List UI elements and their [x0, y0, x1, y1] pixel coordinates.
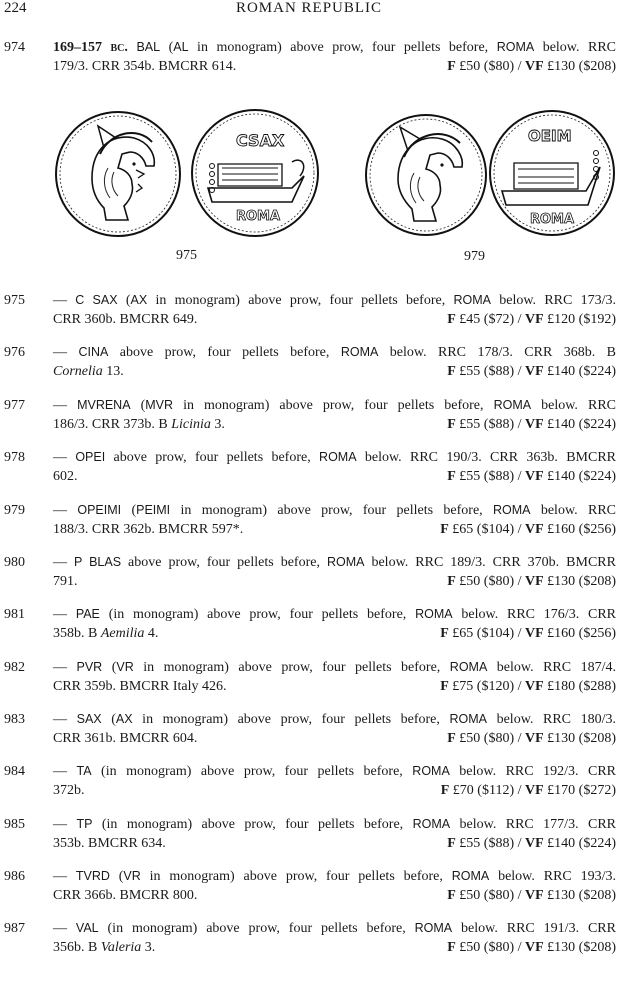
- entry-text-segment: above prow, four pellets before,: [108, 345, 341, 360]
- legend-text: TVRD: [75, 869, 110, 883]
- legend-text: VR: [123, 869, 141, 883]
- entry-line-1: [53, 448, 616, 467]
- entry-text-segment: in monogram) above prow, four pellets before,: [140, 869, 452, 884]
- entry-price: [447, 415, 616, 434]
- legend-text: AL: [173, 40, 189, 54]
- entry-line-1: [53, 553, 616, 572]
- entry-text-segment: —: [53, 764, 77, 779]
- entry-number: 982: [4, 660, 25, 675]
- entry-text-segment: below. RRC 180/3.: [487, 712, 617, 727]
- entry-number: 984: [4, 764, 25, 779]
- entry-references: [53, 938, 155, 957]
- entry-line-2: [53, 467, 616, 486]
- entry-description: [53, 867, 616, 905]
- legend-text: AX: [115, 712, 133, 726]
- entry-text-segment: —: [53, 712, 77, 727]
- entry-text-segment: in monogram) above prow, four pellets before,: [188, 40, 497, 55]
- entry-text-segment: in monogram) above prow, four pellets before,: [170, 503, 493, 518]
- price-fine: £55 ($88) /: [455, 469, 525, 484]
- price-very-fine: £180 ($288): [543, 679, 616, 694]
- entry-line-1: [53, 867, 616, 886]
- entry-number: 979: [4, 503, 25, 518]
- figure-caption-975: 975: [176, 248, 197, 263]
- entry-references: 353b. BMCRR 634.: [53, 836, 166, 851]
- legend-text: SAX: [76, 712, 102, 726]
- coin-975-obverse: [52, 108, 184, 240]
- entry-text-segment: 169–157: [53, 40, 102, 55]
- figure-caption-979: 979: [464, 249, 485, 264]
- entry-number: 978: [4, 450, 25, 465]
- entry-line-1: [53, 501, 616, 520]
- price-fine: £65 ($104) /: [448, 522, 525, 537]
- legend-text: ROMA: [453, 293, 491, 307]
- price-very-fine: £130 ($208): [543, 731, 616, 746]
- entry-text-segment: below. RRC 190/3. CRR 363b. BMCRR: [356, 450, 616, 465]
- legend-text: ROMA: [340, 345, 379, 359]
- entry-text-segment: below. RRC 193/3.: [489, 869, 616, 884]
- entry-description: [53, 38, 616, 76]
- entry-description: [53, 291, 616, 329]
- entry-text-segment: below. RRC: [531, 398, 616, 413]
- entry-references: 602.: [53, 469, 78, 484]
- legend-text: ROMA: [412, 764, 450, 778]
- entry-description: [53, 501, 616, 539]
- legend-text: AX: [130, 293, 148, 307]
- grade-label-f: F: [447, 59, 456, 74]
- entry-line-2: [53, 572, 616, 591]
- entry-line-2: [53, 624, 616, 643]
- entry-text-segment: in monogram) above prow, four pellets before,: [133, 660, 450, 675]
- price-very-fine: £130 ($208): [543, 888, 616, 903]
- entry-line-2: [53, 938, 616, 957]
- grade-label-vf: VF: [525, 574, 544, 589]
- entry-line-1: [53, 658, 616, 677]
- legend-text: OPEI: [75, 450, 106, 464]
- entry-text-segment: below. RRC 178/3. CRR 368b. B: [378, 345, 616, 360]
- price-very-fine: £160 ($256): [543, 626, 616, 641]
- coin-979-legend-top: OEIM: [528, 127, 572, 145]
- price-fine: £50 ($80) /: [455, 59, 525, 74]
- entry-description: [53, 762, 616, 800]
- entry-line-2: [53, 729, 616, 748]
- grade-label-f: F: [447, 940, 456, 955]
- legend-text: ROMA: [449, 660, 488, 674]
- entry-description: [53, 658, 616, 696]
- entry-line-1: [53, 396, 616, 415]
- entry-description: [53, 919, 616, 957]
- entry-text-segment: 186/3. CRR 373b. B: [53, 417, 172, 432]
- legend-text: PVR: [76, 660, 103, 674]
- entry-line-2: [53, 677, 616, 696]
- entry-references: 188/3. CRR 362b. BMCRR 597*.: [53, 522, 244, 537]
- entry-line-1: [53, 343, 616, 362]
- grade-label-vf: VF: [525, 417, 544, 432]
- grade-label-f: F: [447, 364, 456, 379]
- price-very-fine: £130 ($208): [543, 574, 616, 589]
- entry-number: 974: [4, 40, 25, 55]
- price-fine: £70 ($112) /: [449, 783, 525, 798]
- entry-text-segment: 4.: [144, 626, 159, 641]
- entry-text-segment: —: [53, 345, 79, 360]
- grade-label-vf: VF: [525, 364, 544, 379]
- entry-text-segment: in monogram) above prow, four pellets before,: [147, 293, 454, 308]
- entry-text-segment: bc.: [110, 40, 128, 55]
- grade-label-vf: VF: [525, 522, 544, 537]
- entry-text-segment: —: [53, 503, 78, 518]
- legend-text: VR: [116, 660, 134, 674]
- entry-number: 986: [4, 869, 25, 884]
- coin-975-legend-top: CSAX: [236, 131, 285, 150]
- grade-label-f: F: [440, 783, 450, 798]
- entry-line-1: [53, 291, 616, 310]
- entry-text-segment: —: [53, 293, 76, 308]
- entry-text-segment: (in monogram) above prow, four pellets before,: [91, 764, 413, 779]
- price-fine: £50 ($80) /: [455, 888, 525, 903]
- entry-text-segment: —: [53, 817, 77, 832]
- entry-line-1: [53, 919, 616, 938]
- entry-description: [53, 448, 616, 486]
- entry-text-segment: (: [130, 398, 146, 413]
- grade-label-vf: VF: [525, 59, 544, 74]
- price-very-fine: £140 ($224): [543, 469, 616, 484]
- legend-text: TP: [76, 817, 93, 831]
- price-very-fine: £120 ($192): [543, 312, 616, 327]
- legend-text: P BLAS: [74, 555, 122, 569]
- entry-price: [447, 467, 616, 486]
- entry-text-segment: 356b. B: [53, 940, 101, 955]
- entry-number: 987: [4, 921, 25, 936]
- entry-text-segment: (: [160, 40, 174, 55]
- grade-label-f: F: [440, 679, 449, 694]
- entry-text-segment: below. RRC 176/3. CRR: [452, 607, 617, 622]
- entry-text-segment: (: [121, 503, 137, 518]
- page-number: 224: [4, 0, 27, 16]
- legend-text: VAL: [75, 921, 99, 935]
- entry-text-segment: Valeria: [100, 940, 142, 955]
- legend-text: ROMA: [451, 869, 490, 883]
- entry-references: CRR 366b. BMCRR 800.: [53, 888, 198, 903]
- entry-references: 791.: [53, 574, 78, 589]
- entry-text-segment: below. RRC 191/3. CRR: [452, 921, 616, 936]
- entry-description: [53, 710, 616, 748]
- legend-text: BAL: [136, 40, 161, 54]
- entry-price: [440, 520, 616, 539]
- entry-text-segment: Licinia: [171, 417, 211, 432]
- price-very-fine: £130 ($208): [543, 940, 616, 955]
- price-very-fine: £160 ($256): [543, 522, 616, 537]
- entry-text-segment: (: [102, 660, 117, 675]
- entry-number: 983: [4, 712, 25, 727]
- entry-number: 985: [4, 817, 25, 832]
- entry-price: [447, 362, 616, 381]
- entry-number: 976: [4, 345, 25, 360]
- price-fine: £50 ($80) /: [455, 940, 525, 955]
- entry-text-segment: —: [53, 398, 78, 413]
- legend-text: ROMA: [414, 921, 453, 935]
- price-fine: £50 ($80) /: [455, 731, 525, 746]
- grade-label-f: F: [447, 417, 456, 432]
- coin-975-reverse: [188, 106, 322, 240]
- entry-references: CRR 359b. BMCRR Italy 426.: [53, 679, 227, 694]
- grade-label-vf: VF: [525, 626, 544, 641]
- entry-number: 975: [4, 293, 25, 308]
- entry-line-2: [53, 415, 616, 434]
- entry-text-segment: below. RRC 177/3. CRR: [450, 817, 617, 832]
- entry-text-segment: Cornelia: [53, 364, 103, 379]
- price-fine: £65 ($104) /: [448, 626, 525, 641]
- coin-979-legend-bottom: ROMA: [530, 212, 575, 227]
- legend-text: ROMA: [326, 555, 365, 569]
- coin-illustrations: [50, 103, 618, 273]
- price-fine: £50 ($80) /: [455, 574, 525, 589]
- legend-text: ROMA: [496, 40, 535, 54]
- page-header: [0, 0, 618, 20]
- price-very-fine: £170 ($272): [543, 783, 616, 798]
- entry-references: [53, 362, 124, 381]
- coin-979-obverse: [362, 111, 490, 239]
- entry-text-segment: below. RRC 187/4.: [487, 660, 616, 675]
- grade-label-vf: VF: [525, 783, 544, 798]
- legend-text: C SAX: [75, 293, 118, 307]
- price-very-fine: £140 ($224): [543, 836, 616, 851]
- grade-label-vf: VF: [525, 836, 544, 851]
- entry-line-1: [53, 710, 616, 729]
- legend-text: ROMA: [415, 607, 453, 621]
- grade-label-f: F: [447, 574, 456, 589]
- entry-line-1: [53, 815, 616, 834]
- entry-text-segment: 3.: [141, 940, 156, 955]
- grade-label-f: F: [440, 626, 449, 641]
- entry-price: [440, 677, 616, 696]
- legend-text: OPEIMI: [77, 503, 122, 517]
- legend-text: ROMA: [412, 817, 451, 831]
- entry-price: [440, 624, 616, 643]
- entry-text-segment: (: [109, 869, 124, 884]
- entry-text-segment: —: [53, 607, 76, 622]
- grade-label-vf: VF: [525, 679, 544, 694]
- entry-references: CRR 361b. BMCRR 604.: [53, 731, 198, 746]
- price-fine: £55 ($88) /: [455, 836, 525, 851]
- entry-description: [53, 553, 616, 591]
- entry-text-segment: above prow, four pellets before,: [105, 450, 320, 465]
- entry-text-segment: in monogram) above prow, four pellets before,: [173, 398, 494, 413]
- entry-price: [447, 886, 616, 905]
- entry-references: CRR 360b. BMCRR 649.: [53, 312, 198, 327]
- entry-line-2: [53, 834, 616, 853]
- entry-text-segment: (in monogram) above prow, four pellets before,: [92, 817, 413, 832]
- entry-price: [441, 781, 616, 800]
- entry-line-2: [53, 362, 616, 381]
- entry-price: [447, 938, 616, 957]
- grade-label-f: F: [447, 312, 456, 327]
- legend-text: TA: [76, 764, 92, 778]
- legend-text: PAE: [75, 607, 100, 621]
- entry-text-segment: —: [53, 869, 76, 884]
- entry-price: [447, 310, 616, 329]
- entry-line-2: [53, 781, 616, 800]
- legend-text: ROMA: [493, 503, 531, 517]
- legend-text: ROMA: [493, 398, 532, 412]
- grade-label-vf: VF: [525, 312, 544, 327]
- entry-line-2: [53, 57, 616, 76]
- entry-description: [53, 815, 616, 853]
- entry-text-segment: (: [101, 712, 116, 727]
- entry-text-segment: 358b. B: [53, 626, 101, 641]
- legend-text: CINA: [78, 345, 109, 359]
- entry-number: 980: [4, 555, 25, 570]
- entry-line-1: [53, 38, 616, 57]
- entry-description: [53, 396, 616, 434]
- price-very-fine: £140 ($224): [543, 417, 616, 432]
- entry-number: 981: [4, 607, 25, 622]
- grade-label-f: F: [440, 522, 449, 537]
- price-very-fine: £140 ($224): [543, 364, 616, 379]
- entry-price: [447, 729, 616, 748]
- entry-line-1: [53, 605, 616, 624]
- entry-price: [447, 834, 616, 853]
- entry-references: [53, 415, 225, 434]
- price-fine: £55 ($88) /: [455, 364, 525, 379]
- grade-label-vf: VF: [525, 731, 544, 746]
- coin-979-reverse: [486, 107, 618, 239]
- entry-references: 372b.: [53, 783, 85, 798]
- legend-text: ROMA: [449, 712, 487, 726]
- entry-price: [447, 57, 616, 76]
- grade-label-vf: VF: [525, 888, 544, 903]
- entry-description: [53, 605, 616, 643]
- entry-text-segment: below. RRC: [530, 503, 616, 518]
- price-very-fine: £130 ($208): [543, 59, 616, 74]
- entry-text-segment: Aemilia: [100, 626, 145, 641]
- entry-text-segment: 13.: [102, 364, 124, 379]
- entry-text-segment: (: [117, 293, 131, 308]
- grade-label-f: F: [447, 836, 456, 851]
- entry-text-segment: below. RRC: [534, 40, 617, 55]
- coin-975-legend-bottom: ROMA: [236, 209, 281, 224]
- entry-references: 179/3. CRR 354b. BMCRR 614.: [53, 59, 237, 74]
- entry-text-segment: [102, 40, 111, 55]
- entry-price: [447, 572, 616, 591]
- entry-text-segment: 3.: [210, 417, 225, 432]
- entry-line-2: [53, 520, 616, 539]
- entry-line-2: [53, 310, 616, 329]
- entry-description: [53, 343, 616, 381]
- entry-text-segment: below. RRC 189/3. CRR 370b. BMCRR: [364, 555, 616, 570]
- price-fine: £45 ($72) /: [455, 312, 525, 327]
- grade-label-f: F: [447, 888, 456, 903]
- entry-text-segment: in monogram) above prow, four pellets before,: [132, 712, 450, 727]
- entry-text-segment: —: [53, 555, 74, 570]
- legend-text: MVRENA: [77, 398, 131, 412]
- entry-line-2: [53, 886, 616, 905]
- entry-text-segment: (in monogram) above prow, four pellets before,: [98, 921, 415, 936]
- entry-references: [53, 624, 158, 643]
- entry-text-segment: —: [53, 660, 77, 675]
- entry-text-segment: below. RRC 173/3.: [490, 293, 617, 308]
- grade-label-vf: VF: [525, 940, 544, 955]
- entry-text-segment: —: [53, 921, 76, 936]
- entry-line-1: [53, 762, 616, 781]
- entry-text-segment: (in monogram) above prow, four pellets before,: [99, 607, 416, 622]
- entry-text-segment: above prow, four pellets before,: [121, 555, 327, 570]
- running-title: ROMAN REPUBLIC: [235, 0, 383, 16]
- price-fine: £75 ($120) /: [448, 679, 525, 694]
- legend-text: MVR: [145, 398, 174, 412]
- legend-text: ROMA: [319, 450, 357, 464]
- price-fine: £55 ($88) /: [455, 417, 525, 432]
- grade-label-vf: VF: [525, 469, 544, 484]
- entry-number: 977: [4, 398, 25, 413]
- grade-label-f: F: [447, 469, 456, 484]
- grade-label-f: F: [447, 731, 456, 746]
- entry-text-segment: below. RRC 192/3. CRR: [449, 764, 616, 779]
- entry-text-segment: —: [53, 450, 76, 465]
- legend-text: PEIMI: [136, 503, 171, 517]
